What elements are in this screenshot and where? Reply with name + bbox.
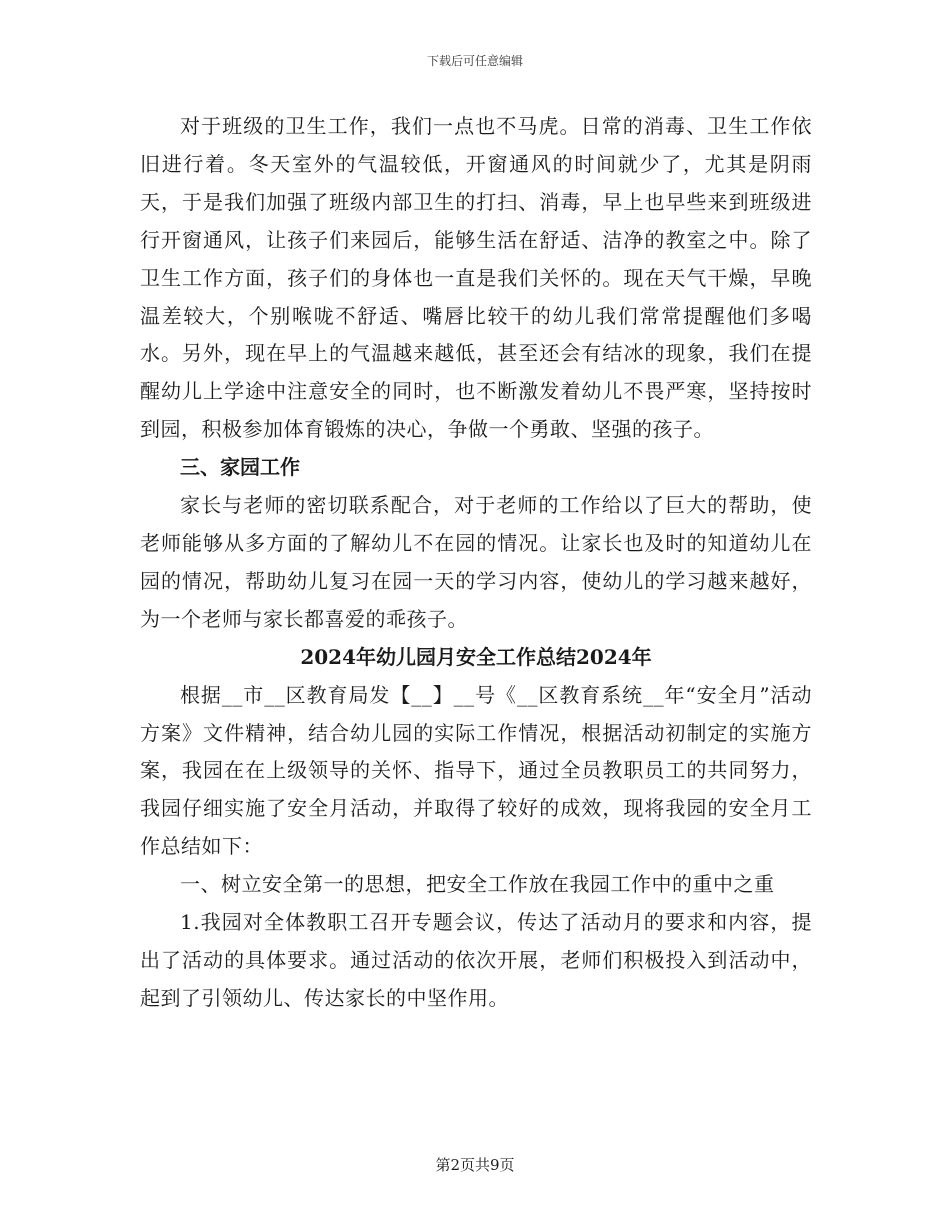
paragraph-hygiene: 对于班级的卫生工作，我们一点也不马虎。日常的消毒、卫生工作依旧进行着。冬天室外的气温较低，开窗通风的时间就少了，尤其是阴雨天，于是我们加强了班级内部卫生的打扫、消毒，早上也早些来到班级进行开窗通风，让孩子们来园后，能够生活在舒适、洁净的教室之中。除了卫生工作方面，孩子们的身体也一直是我们关怀的。现在天气干燥，早晚温差较大，个别喉咙不舒适、嘴唇比较干的幼儿我们常常提醒他们多喝水。另外，现在早上的气温越来越低，甚至还会有结冰的现象，我们在提醒幼儿上学途中注意安全的同时，也不断激发着幼儿不畏严寒，坚持按时到园，积极参加体育锻炼的决心，争做一个勇敢、坚强的孩子。 [140, 114, 812, 442]
document-title: 2024年幼儿园月安全工作总结2024年 [300, 644, 652, 669]
page-footer: 第2页共9页 [435, 1156, 515, 1174]
paragraph-home-school: 家长与老师的密切联系配合，对于老师的工作给以了巨大的帮助，使老师能够从多方面的了解幼儿不在园的情况。让家长也及时的知道幼儿在园的情况，帮助幼儿复习在园一天的学习内容，使幼儿的学习越来越好，为一个老师与家长都喜爱的乖孩子。 [140, 493, 812, 631]
document-body [140, 108, 812, 1018]
page-header: 下载后可任意编辑 [426, 54, 523, 68]
paragraph-item-one: 1.我园对全体教职工召开专题会议，传达了活动月的要求和内容，提出了活动的具体要求。通过活动的依次开展，老师们积极投入到活动中，起到了引领幼儿、传达家长的中坚作用。 [140, 910, 812, 1010]
paragraph-section-one: 一、树立安全第一的思想，把安全工作放在我园工作中的重中之重 [180, 872, 775, 897]
section-heading-home-school: 三、家园工作 [180, 455, 300, 480]
paragraph-intro: 根据__市__区教育局发【__】__号《__区教育系统__年“安全月”活动方案》文件精神，结合幼儿园的实际工作情况，根据活动初制定的实施方案，我园在在上级领导的关怀、指导下，通过全员教职员工的共同努力，我园仔细实施了安全月活动，并取得了较好的成效，现将我园的安全月工作总结如下： [140, 682, 812, 859]
